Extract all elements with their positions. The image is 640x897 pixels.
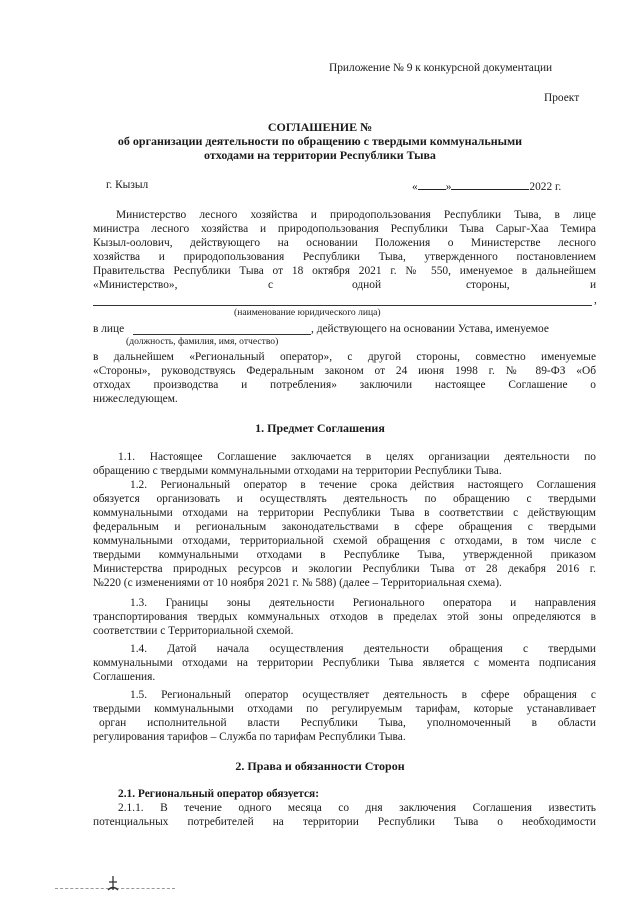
- section1-line: 1.5. Региональный оператор осуществляет деятельность в сфере обращения с: [130, 689, 596, 701]
- section1-line: обязуется организовать и осуществлять деятельность по обращению с твердыми: [93, 493, 596, 505]
- section1-line: Соглашения.: [93, 671, 156, 683]
- section1-line: твердыми коммунальными отходами в Республике Тыва, утвержденной приказом: [93, 549, 596, 561]
- month-blank: [451, 178, 529, 190]
- agreement-subtitle-line1: об организации деятельности по обращению с твердыми коммунальными: [117, 134, 523, 148]
- intro-line: «Стороны», руководствуясь Федеральным законом от 24 июня 1998 г. № 89-ФЗ «Об: [93, 365, 596, 377]
- section1-line: федеральным и региональным законодательствами в сфере обращения с твердыми: [93, 521, 596, 533]
- section1-line: коммунальными отходами на территории Республики Тыва в соответствии с действующим: [93, 507, 596, 519]
- position-blank: [133, 334, 311, 335]
- intro-word: одной: [352, 279, 382, 291]
- intro-line: Министерство лесного хозяйства и природопользования Республики Тыва, в лице: [116, 209, 596, 221]
- intro-word: стороны,: [466, 279, 510, 291]
- intro-line: министра лесного хозяйства и природопользования Республики Тыва Сарыг-Хаа Темира: [93, 223, 596, 235]
- agreement-subtitle-line2: отходами на территории Республики Тыва: [204, 148, 436, 162]
- agreement-title: СОГЛАШЕНИЕ №: [267, 120, 373, 134]
- section1-heading: 1. Предмет Соглашения: [255, 421, 385, 435]
- intro-line: нижеследующем.: [93, 393, 178, 405]
- intro-line: Кызыл-оолович, действующего на основании Положения о Министерстве лесного: [93, 237, 596, 249]
- comma: ,: [594, 294, 597, 306]
- intro-word: с: [268, 279, 274, 291]
- section1-line: коммунальными отходами на территории Республики Тыва является с момента подписания: [93, 657, 596, 669]
- footer-mark-icon: [104, 874, 122, 894]
- intro-word: «Министерство»,: [93, 279, 178, 291]
- in-person-label: в лице: [93, 323, 125, 335]
- section1-line: №220 (с изменениями от 10 ноября 2021 г. № 588) (далее – Территориальная схема).: [93, 577, 502, 589]
- year-label: 2022 г.: [529, 181, 562, 193]
- legal-name-blank: [93, 305, 592, 306]
- section1-line: 1.4. Датой начала осуществления деятельности обращения с твердыми: [130, 643, 596, 655]
- section2-line: потенциальных потребителей на территории Республики Тыва о необходимости: [93, 816, 596, 828]
- legal-name-caption: (наименование юридического лица): [234, 307, 381, 318]
- section1-line: регулирования тарифов – Служба по тарифам Республики Тыва.: [93, 731, 406, 743]
- section1-line: транспортирования твердых коммунальных отходов в пределах этой зоны определяются в: [93, 611, 596, 623]
- section1-line: обращению с твердыми коммунальными отходами на территории Республики Тыва.: [93, 465, 502, 477]
- section1-line: 1.2. Региональный оператор в течение срока действия настоящего Соглашения: [130, 479, 596, 491]
- section1-line: 1.1. Настоящее Соглашение заключается в целях организации деятельности по: [118, 451, 596, 463]
- intro-line: отходах производства и потребления» заключили настоящее Соглашение о: [93, 379, 596, 391]
- intro-word: и: [590, 279, 597, 291]
- intro-line: Правительства Республики Тыва от 18 октября 2021 г. № 550, именуемое в дальнейшем: [93, 265, 596, 277]
- place-label: г. Кызыл: [106, 179, 149, 191]
- section1-line: орган исполнительной власти Республики Тыва, уполномоченный в области: [99, 717, 596, 729]
- section2-line: 2.1.1. В течение одного месяца со дня заключения Соглашения известить: [118, 802, 596, 814]
- section1-line: 1.3. Границы зоны деятельности Регионального оператора и направления: [130, 597, 596, 609]
- date-field: « » 2022 г.: [412, 178, 561, 194]
- intro-line: хозяйства и природопользования Республики Тыва, утвержденного постановлением: [93, 251, 596, 263]
- section1-line: твердыми коммунальными отходами по регулируемым тарифам, которые устанавливает: [93, 703, 596, 715]
- section2-heading: 2. Права и обязанности Сторон: [235, 759, 405, 773]
- section1-line: коммунальными отходами, территориальной схемой обращения с отходами, в том числе с: [93, 535, 596, 547]
- day-blank: [418, 178, 446, 190]
- position-caption: (должность, фамилия, имя, отчество): [126, 336, 279, 347]
- appendix-note: Приложение № 9 к конкурсной документации: [329, 62, 553, 74]
- intro-line: в дальнейшем «Региональный оператор», с другой стороны, совместно именуемые: [93, 351, 596, 363]
- draft-label: Проект: [544, 92, 580, 104]
- section1-line: соответствии с Территориальной схемой.: [93, 625, 294, 637]
- section1-line: Министерства природных ресурсов и экологии Республики Тыва от 28 декабря 2016 г.: [93, 563, 596, 575]
- acting-text: , действующего на основании Устава, именуемое: [311, 323, 549, 335]
- section2-subheading: 2.1. Региональный оператор обязуется:: [118, 788, 319, 800]
